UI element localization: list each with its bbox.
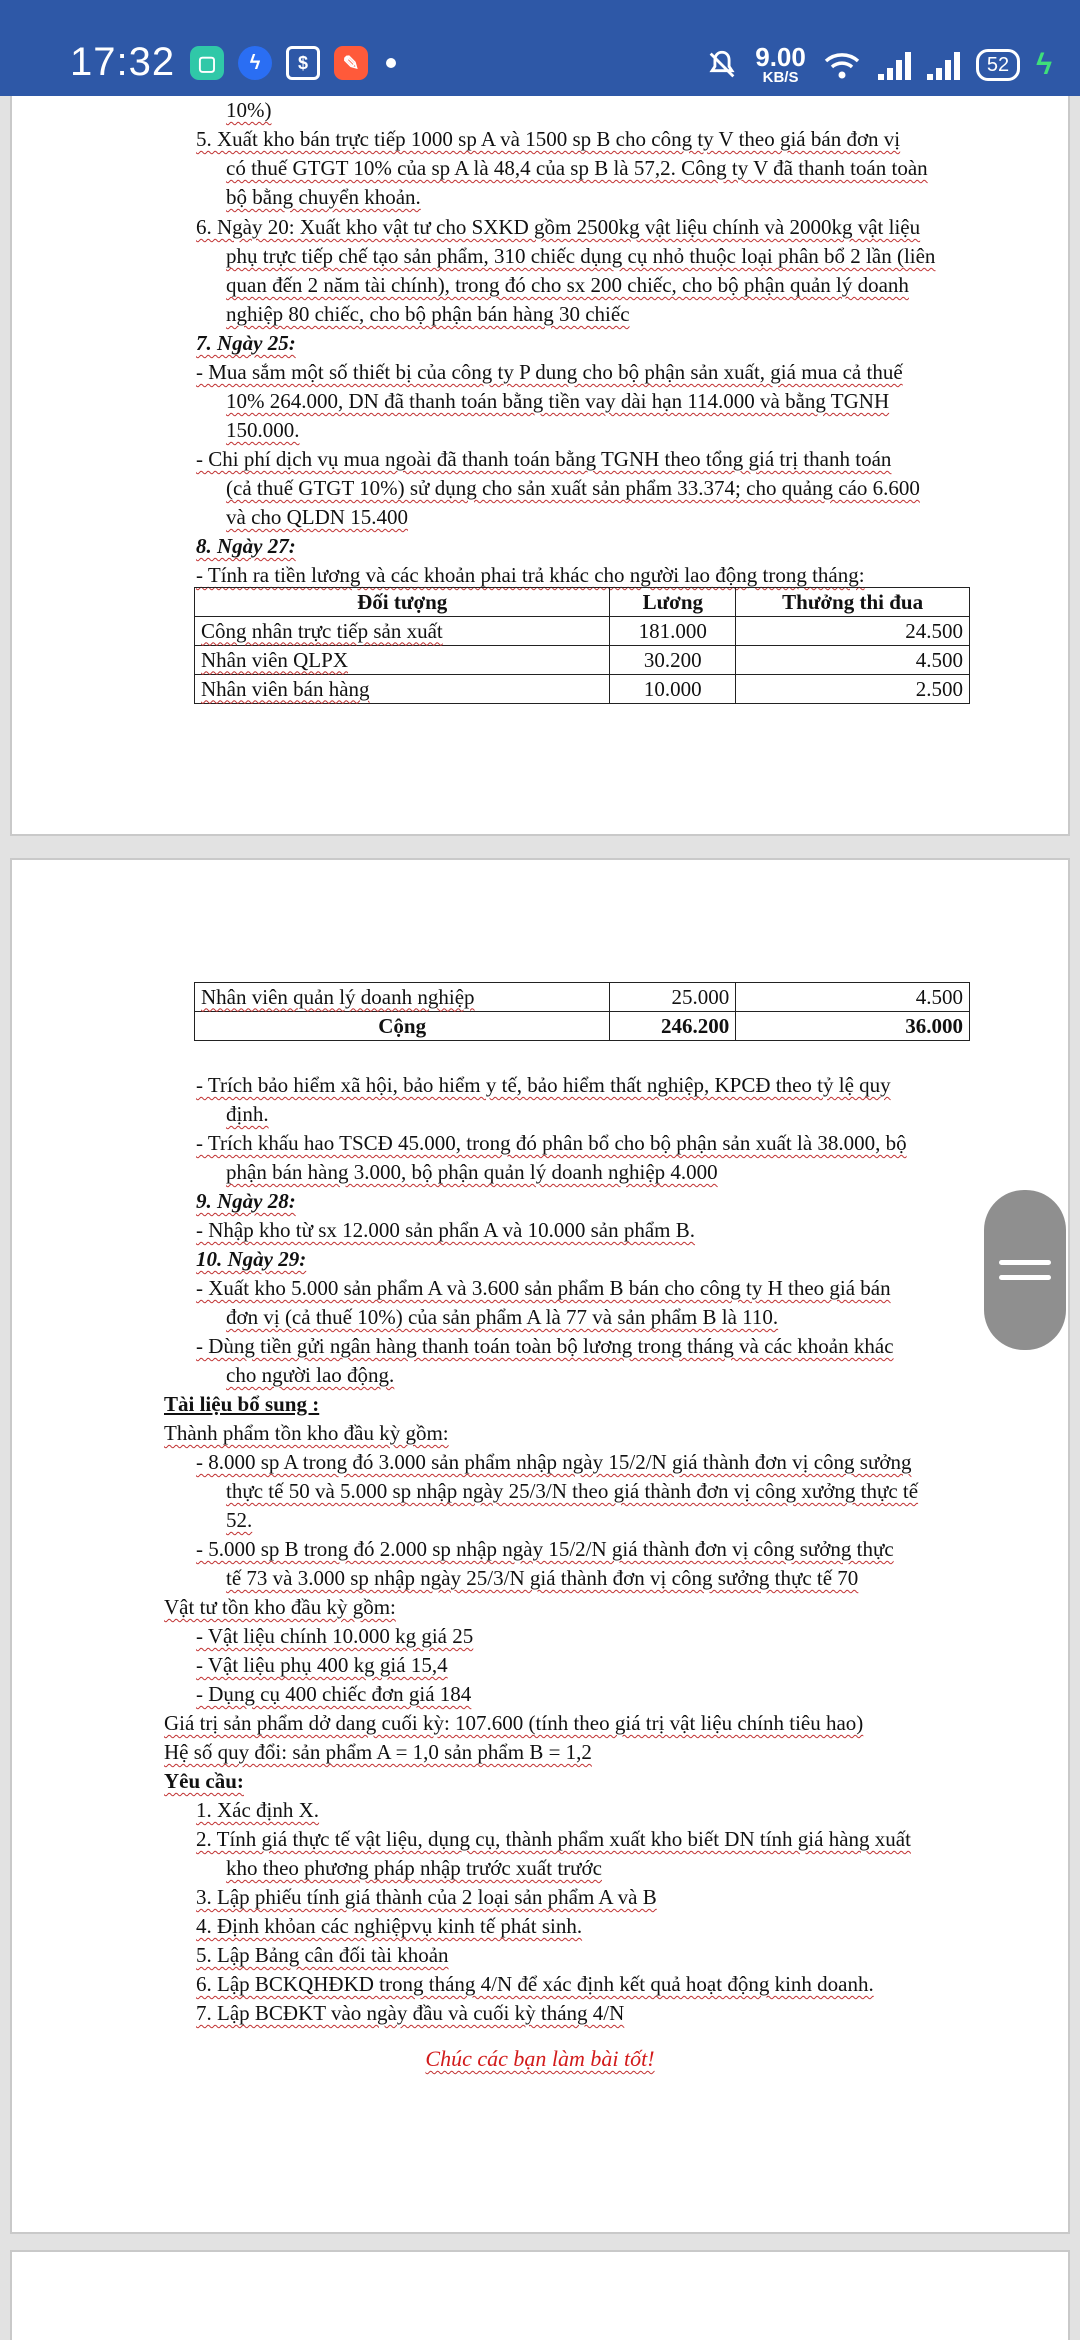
doc-line: Hệ số quy đổi: sản phẩm A = 1,0 sản phẩm B = 1,2: [164, 1740, 592, 1764]
doc-line: - Chi phí dịch vụ mua ngoài đã thanh toán bằng TGNH theo tổng giá trị thanh toán: [196, 447, 892, 471]
doc-line: - 8.000 sp A trong đó 3.000 sản phẩm nhập ngày 15/2/N giá thành đơn vị công sưởng: [196, 1450, 912, 1474]
doc-line: - Dùng tiền gửi ngân hàng thanh toán toàn bộ lương trong tháng và các khoản khác: [196, 1334, 894, 1358]
doc-line: Giá trị sản phẩm dở dang cuối kỳ: 107.600 (tính theo giá trị vật liệu chính tiêu hao): [164, 1711, 864, 1735]
doc-line: quan đến 2 năm tài chính), trong đó cho sx 200 chiếc, cho bộ phận quản lý doanh: [226, 273, 909, 297]
doc-line: - Trích khấu hao TSCĐ 45.000, trong đó phân bổ cho bộ phận sản xuất là 38.000, bộ: [196, 1131, 907, 1155]
table-header: Thưởng thi đua: [736, 588, 970, 617]
charging-icon: ϟ: [1036, 47, 1052, 81]
doc-line: 8. Ngày 27:: [196, 534, 296, 558]
signal-2-icon: [927, 50, 960, 80]
doc-line: 4. Định khỏan các nghiệpvụ kinh tế phát sinh.: [196, 1914, 583, 1938]
doc-line: - Xuất kho 5.000 sản phẩm A và 3.600 sản phẩm B bán cho công ty H theo giá bán: [196, 1276, 891, 1300]
table-cell: 24.500: [736, 617, 970, 646]
table-header: Lương: [610, 588, 736, 617]
table-total-row: [195, 1012, 970, 1041]
table-cell: Nhân viên quản lý doanh nghiệp: [195, 983, 610, 1012]
doc-line: 150.000.: [226, 418, 300, 442]
messenger-icon: ϟ: [238, 46, 272, 80]
editor-app-icon: ✎: [334, 46, 368, 80]
battery-icon: 52: [976, 49, 1020, 81]
doc-line: 10% 264.000, DN đã thanh toán bằng tiền vay dài hạn 114.000 và bằng TGNH: [226, 389, 890, 413]
doc-line: phận bán hàng 3.000, bộ phận quản lý doanh nghiệp 4.000: [226, 1160, 718, 1184]
network-speed: 9.00 KB/S: [755, 42, 806, 86]
doc-line: 7. Ngày 25:: [196, 331, 296, 355]
doc-line: đơn vị (cả thuế 10%) của sản phẩm A là 77 và sản phẩm B là 110.: [226, 1305, 779, 1329]
document-page-3: [10, 2250, 1070, 2340]
doc-line: - Tính ra tiền lương và các khoản phai trả khác cho người lao động trong tháng:: [196, 563, 865, 587]
status-bar: [0, 0, 1080, 96]
doc-line: - Vật liệu phụ 400 kg giá 15,4: [196, 1653, 448, 1677]
doc-line: (cả thuế GTGT 10%) sử dụng cho sản xuất sản phẩm 33.374; cho quảng cáo 6.600: [226, 476, 920, 500]
table-cell: 246.200: [610, 1012, 736, 1041]
doc-line: 52.: [226, 1508, 253, 1532]
table-row: [195, 617, 970, 646]
table-cell: 2.500: [736, 675, 970, 704]
doc-line: 6. Ngày 20: Xuất kho vật tư cho SXKD gồm 2500kg vật liệu chính và 2000kg vật liệu: [196, 215, 921, 239]
doc-line: - Nhập kho từ sx 12.000 sản phẩn A và 10.000 sản phẩm B.: [196, 1218, 696, 1242]
closing-message: Chúc các bạn làm bài tốt!: [425, 2046, 655, 2071]
doc-line: 3. Lập phiếu tính giá thành của 2 loại sản phẩm A và B: [196, 1885, 657, 1909]
doc-line: - Trích bảo hiểm xã hội, bảo hiểm y tế, bảo hiểm thất nghiệp, KPCĐ theo tỷ lệ quy: [196, 1073, 891, 1097]
doc-line: bộ bằng chuyển khoản.: [226, 185, 421, 209]
doc-line: định.: [226, 1102, 269, 1126]
doc-line: 6. Lập BCKQHĐKD trong tháng 4/N để xác định kết quả hoạt động kinh doanh.: [196, 1972, 874, 1996]
section-heading: Tài liệu bổ sung :: [164, 1392, 320, 1416]
doc-line: nghiệp 80 chiếc, cho bộ phận bán hàng 30 chiếc: [226, 302, 630, 326]
clock: 17:32: [70, 40, 176, 84]
table-cell: 30.200: [610, 646, 736, 675]
doc-line: - Mua sắm một số thiết bị của công ty P dung cho bộ phận sản xuất, giá mua cả thuế: [196, 360, 903, 384]
table-cell: Nhân viên QLPX: [195, 646, 610, 675]
table-row: [195, 646, 970, 675]
wifi-icon: [822, 49, 862, 81]
table-cell: Cộng: [195, 1012, 610, 1041]
table-header-row: [195, 588, 970, 617]
doc-line: và cho QLDN 15.400: [226, 505, 408, 529]
table-cell: Nhân viên bán hàng: [195, 675, 610, 704]
muted-bell-icon: [705, 48, 739, 82]
table-cell: 4.500: [736, 646, 970, 675]
doc-line: có thuế GTGT 10% của sp A là 48,4 của sp B là 57,2. Công ty V đã thanh toán toàn: [226, 156, 928, 180]
shopping-bag-icon: $: [286, 46, 320, 80]
doc-line: cho người lao động.: [226, 1363, 395, 1387]
table-cell: Công nhân trực tiếp sản xuất: [195, 617, 610, 646]
doc-line: - Vật liệu chính 10.000 kg giá 25: [196, 1624, 474, 1648]
table-row: [195, 983, 970, 1012]
table-cell: 4.500: [736, 983, 970, 1012]
doc-line: 1. Xác định X.: [196, 1798, 320, 1822]
doc-line: Vật tư tồn kho đầu kỳ gồm:: [164, 1595, 396, 1619]
doc-line: phụ trực tiếp chế tạo sản phẩm, 310 chiếc dụng cụ nhỏ thuộc loại phân bổ 2 lần (liên: [226, 244, 936, 268]
doc-line: 10. Ngày 29:: [196, 1247, 307, 1271]
doc-line: kho theo phương pháp nhập trước xuất trước: [226, 1856, 602, 1880]
doc-line: - 5.000 sp B trong đó 2.000 sp nhập ngày 15/2/N giá thành đơn vị công sưởng thực: [196, 1537, 894, 1561]
doc-line: 9. Ngày 28:: [196, 1189, 296, 1213]
section-heading: Yêu cầu:: [164, 1769, 244, 1793]
notification-icons: [190, 46, 396, 80]
table-cell: 181.000: [610, 617, 736, 646]
table-cell: 10.000: [610, 675, 736, 704]
table-header: Đối tượng: [195, 588, 610, 617]
doc-line: 7. Lập BCĐKT vào ngày đầu và cuối kỳ tháng 4/N: [196, 2001, 625, 2025]
fast-scroll-handle[interactable]: [984, 1190, 1066, 1350]
grip-line-icon: [999, 1260, 1051, 1265]
doc-line: 5. Lập Bảng cân đối tài khoản: [196, 1943, 449, 1967]
doc-line: 10%): [226, 98, 272, 122]
salary-table-part-1: [194, 587, 970, 704]
table-row: [195, 675, 970, 704]
doc-line: 2. Tính giá thực tế vật liệu, dụng cụ, thành phẩm xuất kho biết DN tính giá hàng xuất: [196, 1827, 911, 1851]
grip-line-icon: [999, 1275, 1051, 1280]
table-cell: 36.000: [736, 1012, 970, 1041]
doc-line: Thành phẩm tồn kho đầu kỳ gồm:: [164, 1421, 449, 1445]
mail-app-icon: ▢: [190, 46, 224, 80]
doc-line: - Dụng cụ 400 chiếc đơn giá 184: [196, 1682, 472, 1706]
more-notifications-dot-icon: [386, 58, 396, 68]
signal-1-icon: [878, 50, 911, 80]
table-cell: 25.000: [610, 983, 736, 1012]
doc-line: 5. Xuất kho bán trực tiếp 1000 sp A và 1500 sp B cho công ty V theo giá bán đơn vị: [196, 127, 901, 151]
doc-line: thực tế 50 và 5.000 sp nhập ngày 25/3/N theo giá thành đơn vị công xưởng thực tế: [226, 1479, 919, 1503]
salary-table-part-2: [194, 982, 970, 1041]
doc-line: tế 73 và 3.000 sp nhập ngày 25/3/N giá thành đơn vị công sưởng thực tế 70: [226, 1566, 859, 1590]
system-status-icons: [705, 44, 1052, 85]
